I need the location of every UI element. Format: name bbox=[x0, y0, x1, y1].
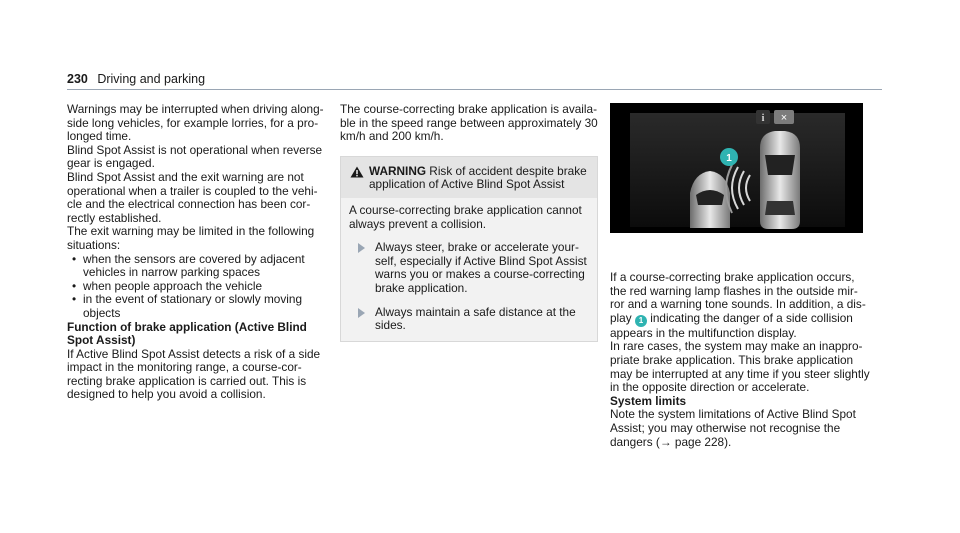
paragraph: Warnings may be interrupted when driving along-side long vehicles, for example lorries, for a pro-longed time. bbox=[67, 102, 324, 144]
warning-header bbox=[341, 157, 597, 198]
paragraph: In rare cases, the system may make an inappro-priate brake application. This brake application may be interrupted at any time if you steer slightly in the opposite direction or accelerate. bbox=[610, 339, 870, 395]
multifunction-display-image bbox=[610, 103, 863, 233]
warning-item bbox=[349, 241, 589, 295]
own-vehicle-graphic bbox=[760, 131, 800, 229]
svg-text:i: i bbox=[761, 113, 765, 124]
close-icon bbox=[774, 110, 794, 124]
paragraph-text: indicating the danger of a side collision appears in the multifunction display. bbox=[610, 310, 853, 340]
warning-box bbox=[340, 156, 598, 342]
paragraph: The course-correcting brake application is availa-ble in the speed range between approximately 30 km/h and 200 km/h. bbox=[340, 102, 598, 144]
section-heading: System limits bbox=[610, 393, 687, 408]
paragraph: The exit warning may be limited in the following situations: bbox=[67, 224, 315, 252]
arrow-marker-icon bbox=[358, 308, 365, 318]
list-item: • when the sensors are covered by adjacent vehicles in narrow parking spaces bbox=[67, 253, 329, 280]
warning-item bbox=[349, 306, 589, 333]
callout-1-badge: 1 bbox=[635, 315, 647, 327]
column-middle bbox=[340, 103, 598, 342]
page-header bbox=[67, 72, 205, 86]
warning-item-text: Always maintain a safe distance at the sides. bbox=[375, 304, 576, 333]
paragraph: If Active Blind Spot Assist detects a risk of a side impact in the monitoring range, a course-cor-recting brake application is carried out. This is designed to help you avoid a collision. bbox=[67, 346, 321, 402]
warning-body bbox=[341, 198, 597, 341]
warning-triangle-icon bbox=[350, 166, 364, 182]
info-icon bbox=[756, 110, 770, 124]
page-number: 230 bbox=[67, 72, 88, 86]
section-heading: Function of brake application (Active Blind Spot Assist) bbox=[67, 319, 307, 348]
adjacent-vehicle-graphic bbox=[690, 171, 730, 228]
warning-item-text: Always steer, brake or accelerate your-self, especially if Active Blind Spot Assist warns you or makes a course-correcting brake application. bbox=[375, 240, 587, 295]
paragraph-text: If a course-correcting brake application occurs, the red warning lamp flashes in the outside mir-ror and a warning tone sounds. In addition, a dis-play bbox=[610, 270, 866, 325]
section-title: Driving and parking bbox=[97, 72, 206, 86]
warning-text: A course-correcting brake application cannot always prevent a collision. bbox=[349, 202, 582, 231]
arrow-marker-icon bbox=[358, 243, 365, 253]
paragraph: Note the system limitations of Active Blind Spot Assist; you may otherwise not recognise the dangers (→ page 228). bbox=[610, 407, 856, 449]
bullet-list bbox=[67, 253, 329, 321]
header-divider bbox=[67, 89, 882, 90]
column-left bbox=[67, 103, 329, 402]
warning-title: Risk of accident despite brake application of Active Blind Spot Assist bbox=[369, 163, 587, 192]
list-item: • in the event of stationary or slowly moving objects bbox=[67, 293, 329, 320]
warning-label: WARNING bbox=[369, 163, 427, 178]
column-right bbox=[610, 271, 872, 449]
paragraph: Blind Spot Assist is not operational when reverse gear is engaged. bbox=[67, 142, 323, 171]
svg-text:1: 1 bbox=[726, 153, 732, 164]
paragraph: Blind Spot Assist and the exit warning are not operational when a trailer is coupled to the vehi-cle and the electrical connection has been cor-rectly established. bbox=[67, 169, 318, 225]
paragraph bbox=[610, 271, 872, 340]
svg-text:×: × bbox=[780, 112, 788, 124]
list-item: • when people approach the vehicle bbox=[67, 280, 329, 294]
callout-1-icon bbox=[720, 148, 738, 166]
